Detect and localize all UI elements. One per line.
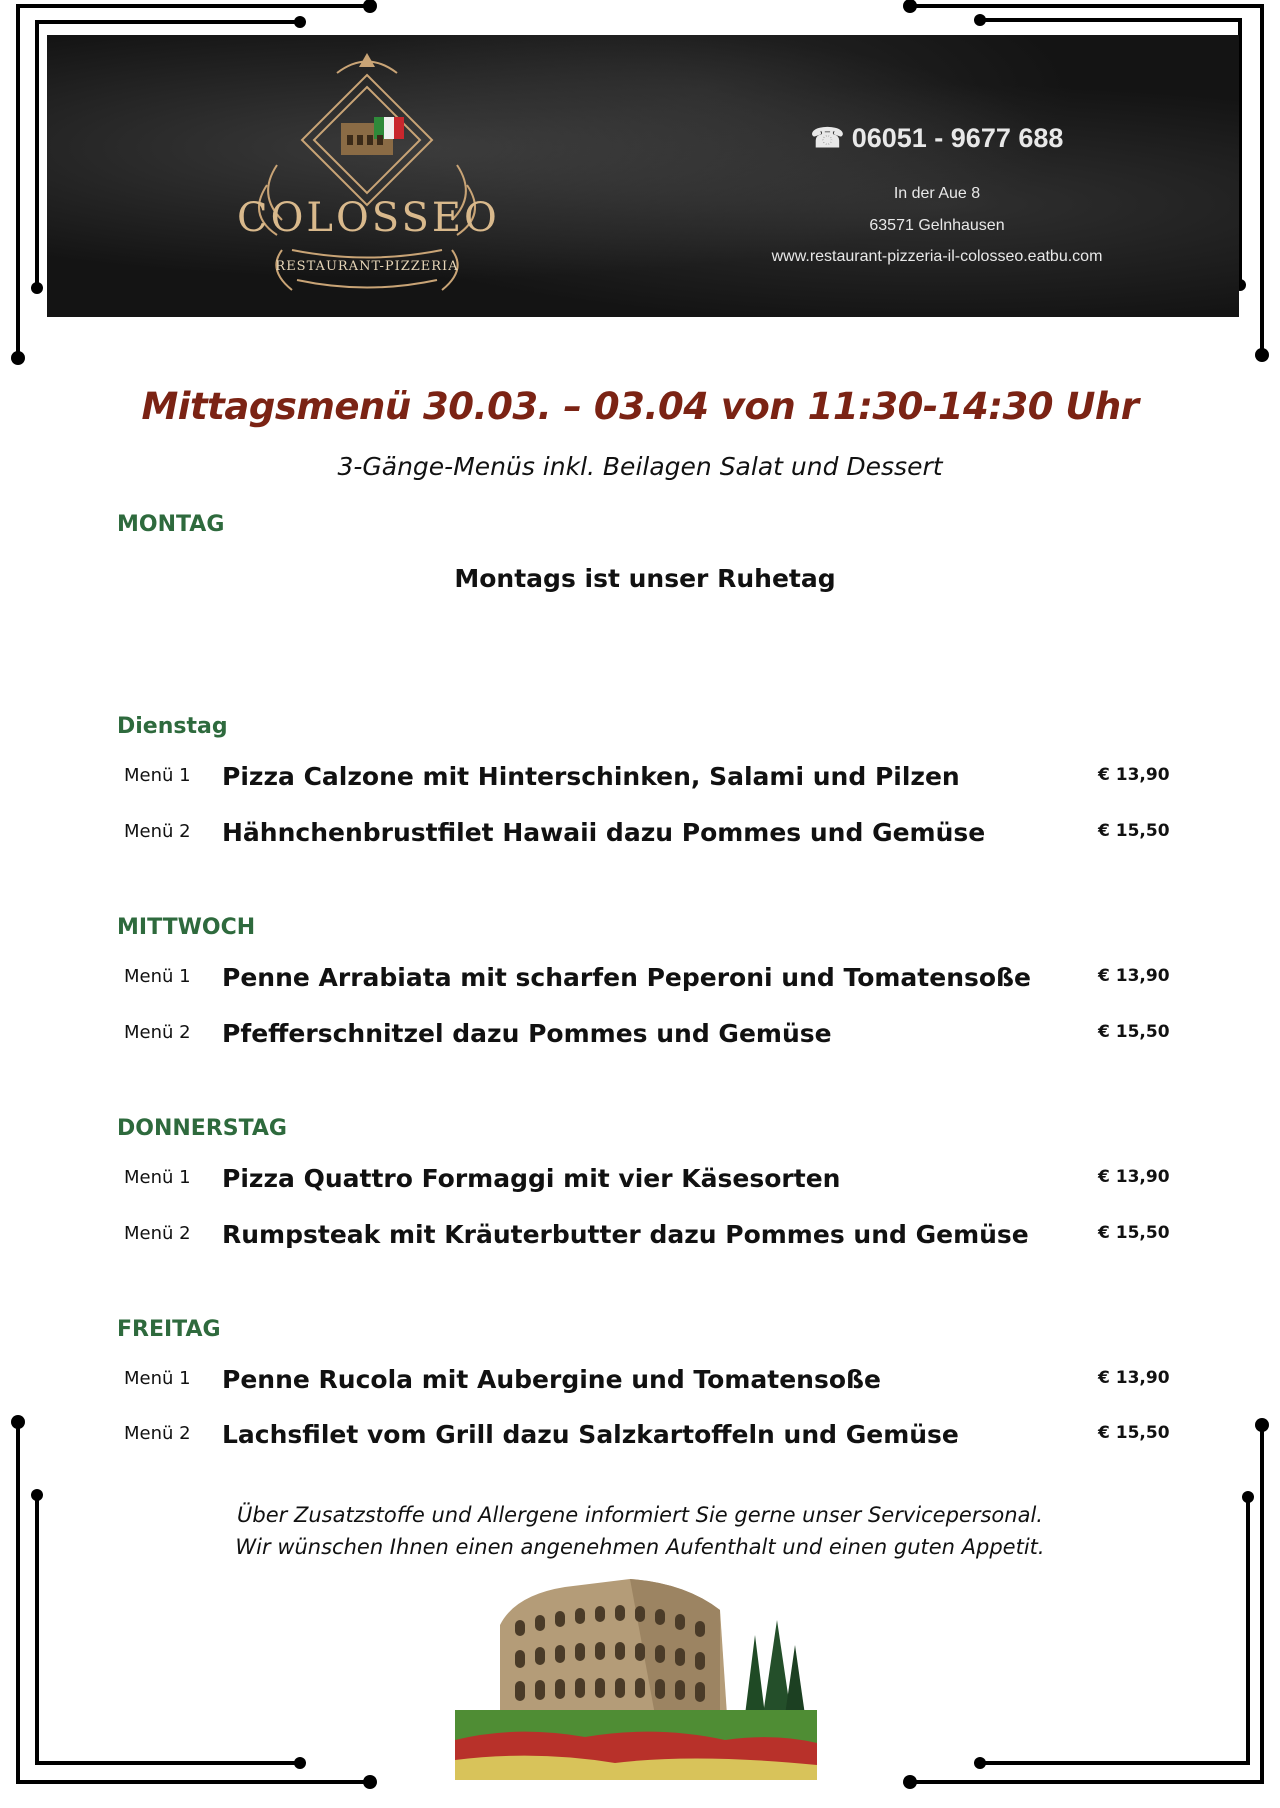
menu-row (0, 963, 1280, 999)
price: € 15,50 (1098, 1223, 1170, 1243)
logo-name: COLOSSEO (237, 195, 500, 241)
address-street: In der Aue 8 (893, 185, 981, 202)
closed-notice: Montags ist unser Ruhetag (454, 564, 836, 593)
allergen-note: Über Zusatzstoffe und Allergene informiert Sie gerne unser Servicepersonal. (237, 1503, 1043, 1527)
price: € 15,50 (1098, 1423, 1170, 1443)
website-link[interactable]: www.restaurant-pizzeria-il-colosseo.eatbu.com (771, 248, 1103, 265)
day-heading-freitag: FREITAG (117, 1317, 221, 1342)
menu-number: Menü 2 (124, 1423, 191, 1444)
day-heading-mittwoch: MITTWOCH (117, 915, 256, 940)
menu-row (0, 762, 1280, 798)
menu-number: Menü 1 (124, 966, 191, 987)
day-heading-donnerstag: DONNERSTAG (117, 1116, 287, 1141)
menu-row (0, 818, 1280, 854)
price: € 13,90 (1098, 1368, 1170, 1388)
menu-number: Menü 2 (124, 1022, 191, 1043)
menu-number: Menü 1 (124, 765, 191, 786)
price: € 13,90 (1098, 765, 1170, 785)
menu-row (0, 1365, 1280, 1401)
dish-name: Pizza Calzone mit Hinterschinken, Salami und Pilzen (222, 762, 960, 791)
menu-number: Menü 1 (124, 1368, 191, 1389)
menu-number: Menü 1 (124, 1167, 191, 1188)
dish-name: Penne Arrabiata mit scharfen Peperoni und Tomatensoße (222, 963, 1031, 992)
menu-row (0, 1420, 1280, 1456)
restaurant-logo (237, 45, 500, 307)
menu-number: Menü 2 (124, 1223, 191, 1244)
dish-name: Hähnchenbrustfilet Hawaii dazu Pommes und Gemüse (222, 818, 986, 847)
address-city: 63571 Gelnhausen (869, 217, 1005, 234)
header-banner (47, 35, 1239, 317)
menu-row (0, 1220, 1280, 1256)
menu-row (0, 1164, 1280, 1200)
page-subtitle: 3-Gänge-Menüs inkl. Beilagen Salat und Dessert (337, 452, 943, 481)
price: € 13,90 (1098, 1167, 1170, 1187)
greeting-note: Wir wünschen Ihnen einen angenehmen Aufenthalt und einen guten Appetit. (235, 1535, 1045, 1559)
phone-number[interactable]: ☎ 06051 - 9677 688 (810, 123, 1064, 153)
dish-name: Pizza Quattro Formaggi mit vier Käsesorten (222, 1164, 841, 1193)
day-heading-montag: MONTAG (117, 512, 225, 537)
logo-subtitle: RESTAURANT-PIZZERIA (275, 259, 459, 274)
colosseum-illustration (455, 1565, 817, 1780)
dish-name: Lachsfilet vom Grill dazu Salzkartoffeln und Gemüse (222, 1420, 959, 1449)
dish-name: Penne Rucola mit Aubergine und Tomatensoße (222, 1365, 881, 1394)
price: € 13,90 (1098, 966, 1170, 986)
menu-number: Menü 2 (124, 821, 191, 842)
page-title: Mittagsmenü 30.03. – 03.04 von 11:30-14:30 Uhr (141, 385, 1139, 428)
dish-name: Pfefferschnitzel dazu Pommes und Gemüse (222, 1019, 832, 1048)
dish-name: Rumpsteak mit Kräuterbutter dazu Pommes und Gemüse (222, 1220, 1029, 1249)
price: € 15,50 (1098, 1022, 1170, 1042)
price: € 15,50 (1098, 821, 1170, 841)
day-heading-dienstag: Dienstag (117, 714, 228, 739)
menu-row (0, 1019, 1280, 1055)
